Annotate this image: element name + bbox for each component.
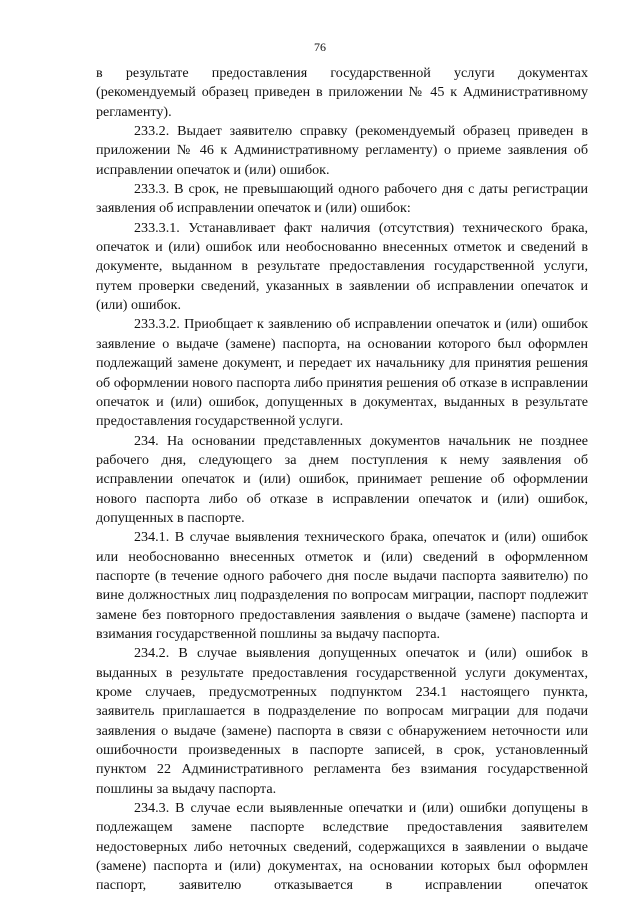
- paragraph: 233.3.1. Устанавливает факт наличия (отсутствия) технического брака, опечаток и (или) ошибок или необоснованно внесенных отметок и сведений в документе, выданном в результате предоставления государственной услуги, путем проверки сведений, указанных в заявлении об исправлении опечаток и (или) ошибок.: [96, 219, 588, 314]
- paragraph: 234. На основании представленных документов начальник не позднее рабочего дня, следующего за днем поступления к нему заявления об исправлении опечаток и (или) ошибок, принимает решение об оформлении нового паспорта либо об отказе в исправлении опечаток и (или) ошибок, допущенных в паспорте.: [96, 432, 588, 526]
- paragraph: 234.1. В случае выявления технического брака, опечаток и (или) ошибок или необоснованно внесенных отметок и (или) сведений в оформленном паспорте (в течение одного рабочего дня после выдачи паспорта заявителю) по вине должностных лиц подразделения по вопросам миграции, паспорт подлежит замене без повторного предоставления заявления о выдаче (замене) паспорта и взимания государственной пошлины за выдачу паспорта.: [96, 529, 588, 642]
- paragraph: в результате предоставления государственной услуги документах (рекомендуемый образец приведен в приложении № 45 к Административному регламенту).: [96, 65, 588, 120]
- paragraph: 234.3. В случае если выявленные опечатки и (или) ошибки допущены в подлежащем замене паспорте вследствие предоставления заявителем недостоверных либо неточных сведений, содержащихся в заявлении о выдаче (замене) паспорта и (или) документах, на основании которых был оформлен паспорт, заявителю отказывается в исправлении опечаток: [96, 800, 588, 894]
- paragraph: 233.3. В срок, не превышающий одного рабочего дня с даты регистрации заявления об исправлении опечаток и (или) ошибок:: [96, 181, 588, 217]
- page-number: 76: [314, 40, 326, 54]
- paragraph: 233.3.2. Приобщает к заявлению об исправлении опечаток и (или) ошибок заявление о выдаче (замене) паспорта, на основании которого был оформлен подлежащий замене документ, и передает их начальнику для принятия решения об оформлении нового паспорта либо принятия решения об отказе в исправлении опечаток и (или) ошибок, допущенных в документах, выданных в результате предоставления государственной услуги.: [96, 316, 588, 430]
- paragraph: 234.2. В случае выявления допущенных опечаток и (или) ошибок в выданных в результате предоставления государственной услуги документах, кроме случаев, предусмотренных подпунктом 234.1 настоящего пункта, заявитель приглашается в подразделение по вопросам миграции для подачи заявления о выдаче (замене) паспорта в связи с обнаружением неточности или ошибочности произведенных в паспорте записей, в срок, установленный пунктом 22 Административного регламента без взимания государственной пошлины за выдачу паспорта.: [96, 645, 588, 797]
- paragraph: 233.2. Выдает заявителю справку (рекомендуемый образец приведен в приложении № 46 к Административному регламенту) о приеме заявления об исправлении опечаток и (или) ошибок.: [96, 123, 588, 178]
- document-body: [96, 64, 588, 896]
